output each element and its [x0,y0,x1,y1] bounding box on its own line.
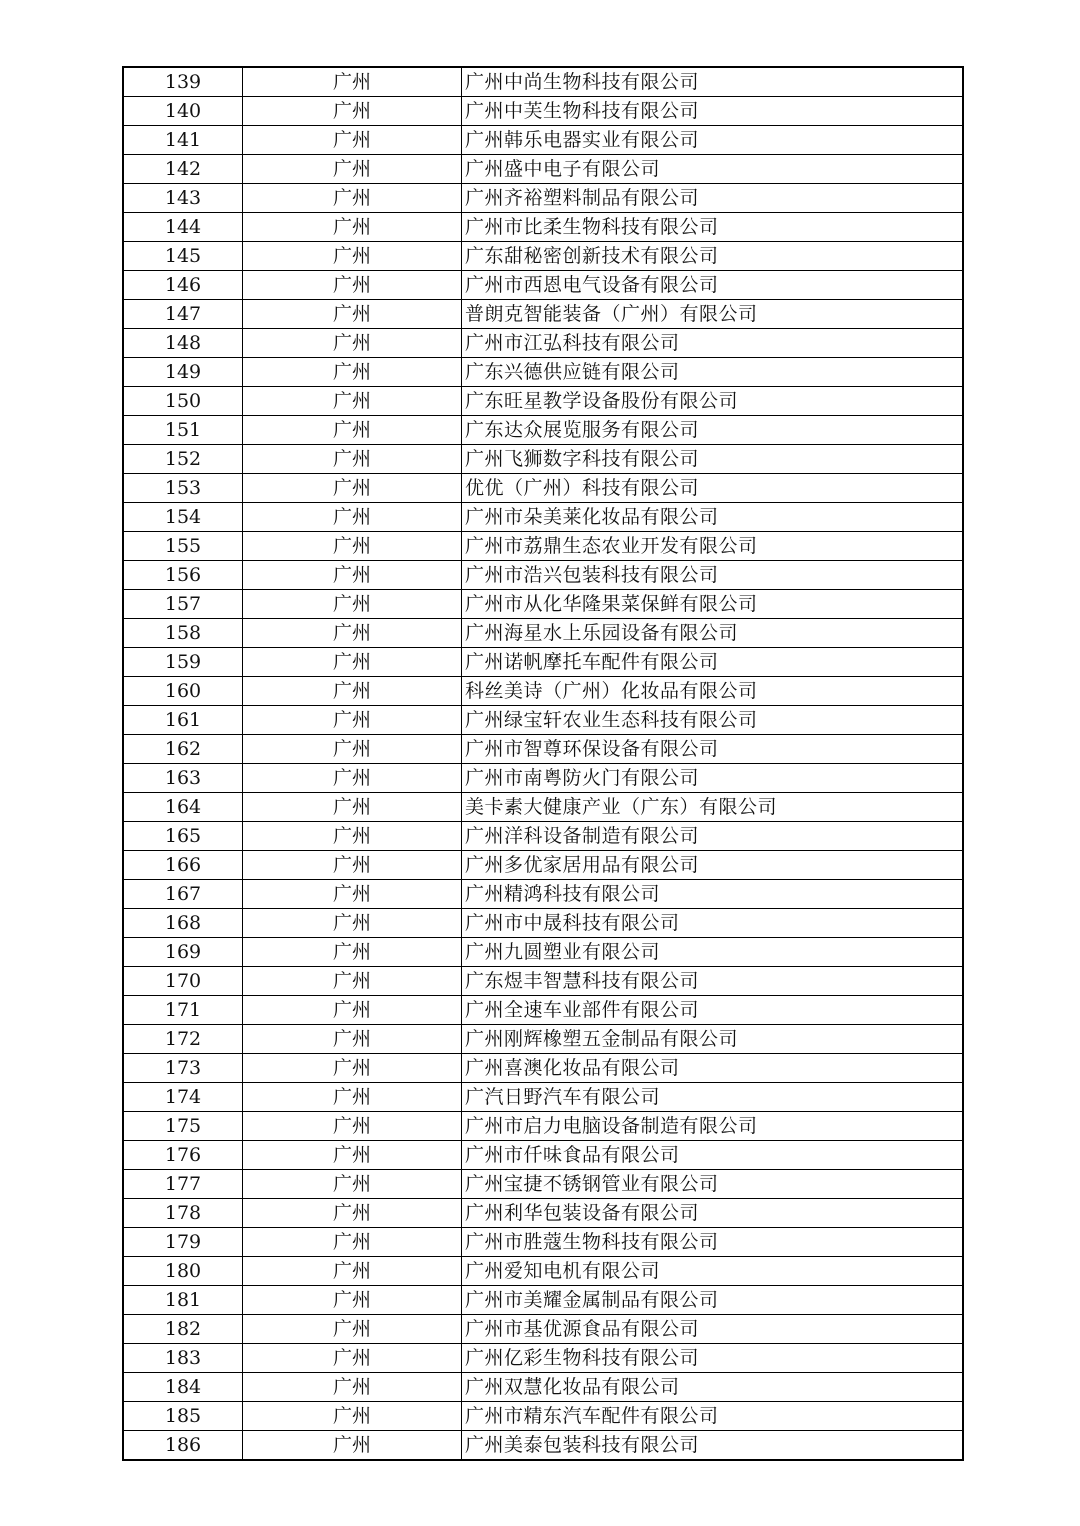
row-company-cell: 广州市基优源食品有限公司 [462,1315,964,1344]
row-company-cell: 广州喜澳化妆品有限公司 [462,1054,964,1083]
row-city-cell: 广州 [243,1373,462,1402]
row-company-cell: 广州齐裕塑料制品有限公司 [462,184,964,213]
table-row [123,1402,963,1431]
table-row [123,677,963,706]
row-index-cell: 160 [123,677,243,706]
row-city-cell: 广州 [243,996,462,1025]
row-city-cell: 广州 [243,532,462,561]
row-company-cell: 广东旺星教学设备股份有限公司 [462,387,964,416]
row-company-cell: 广州韩乐电器实业有限公司 [462,126,964,155]
row-company-cell: 广州市仟味食品有限公司 [462,1141,964,1170]
table-row [123,938,963,967]
row-index-cell: 152 [123,445,243,474]
row-company-cell: 广州市精东汽车配件有限公司 [462,1402,964,1431]
row-city-cell: 广州 [243,1141,462,1170]
table-row [123,590,963,619]
table-row [123,967,963,996]
row-city-cell: 广州 [243,1170,462,1199]
row-company-cell: 广州双慧化妆品有限公司 [462,1373,964,1402]
row-index-cell: 170 [123,967,243,996]
row-index-cell: 150 [123,387,243,416]
row-company-cell: 广州绿宝轩农业生态科技有限公司 [462,706,964,735]
table-row [123,329,963,358]
row-index-cell: 172 [123,1025,243,1054]
row-index-cell: 183 [123,1344,243,1373]
table-row [123,503,963,532]
row-index-cell: 155 [123,532,243,561]
table-row [123,996,963,1025]
row-company-cell: 广州中芙生物科技有限公司 [462,97,964,126]
row-index-cell: 176 [123,1141,243,1170]
row-index-cell: 168 [123,909,243,938]
row-index-cell: 142 [123,155,243,184]
row-city-cell: 广州 [243,677,462,706]
table-row [123,1373,963,1402]
row-company-cell: 广州飞狮数字科技有限公司 [462,445,964,474]
row-index-cell: 154 [123,503,243,532]
row-index-cell: 180 [123,1257,243,1286]
row-index-cell: 158 [123,619,243,648]
row-city-cell: 广州 [243,590,462,619]
row-city-cell: 广州 [243,358,462,387]
table-row [123,1286,963,1315]
row-city-cell: 广州 [243,1112,462,1141]
row-city-cell: 广州 [243,967,462,996]
table-row [123,474,963,503]
row-index-cell: 153 [123,474,243,503]
table-row [123,126,963,155]
row-company-cell: 广州九圆塑业有限公司 [462,938,964,967]
row-city-cell: 广州 [243,938,462,967]
table-row [123,764,963,793]
row-company-cell: 广州市比柔生物科技有限公司 [462,213,964,242]
row-index-cell: 146 [123,271,243,300]
table-row [123,155,963,184]
row-city-cell: 广州 [243,1199,462,1228]
row-company-cell: 广汽日野汽车有限公司 [462,1083,964,1112]
row-index-cell: 167 [123,880,243,909]
row-company-cell: 广州市智尊环保设备有限公司 [462,735,964,764]
row-city-cell: 广州 [243,1025,462,1054]
row-index-cell: 182 [123,1315,243,1344]
row-index-cell: 161 [123,706,243,735]
table-row [123,1025,963,1054]
row-company-cell: 美卡素大健康产业（广东）有限公司 [462,793,964,822]
row-index-cell: 179 [123,1228,243,1257]
table-row [123,822,963,851]
row-company-cell: 广州多优家居用品有限公司 [462,851,964,880]
row-company-cell: 广州美泰包装科技有限公司 [462,1431,964,1461]
row-index-cell: 143 [123,184,243,213]
row-city-cell: 广州 [243,1315,462,1344]
row-city-cell: 广州 [243,155,462,184]
row-index-cell: 185 [123,1402,243,1431]
row-company-cell: 广州市浩兴包装科技有限公司 [462,561,964,590]
row-company-cell: 普朗克智能装备（广州）有限公司 [462,300,964,329]
company-list-table [122,66,964,1461]
row-index-cell: 175 [123,1112,243,1141]
table-row [123,1054,963,1083]
table-row [123,300,963,329]
row-city-cell: 广州 [243,416,462,445]
row-city-cell: 广州 [243,387,462,416]
table-row [123,793,963,822]
row-city-cell: 广州 [243,126,462,155]
table-row [123,1431,963,1461]
row-index-cell: 165 [123,822,243,851]
row-company-cell: 广州市胜蔻生物科技有限公司 [462,1228,964,1257]
table-row [123,271,963,300]
table-row [123,532,963,561]
row-index-cell: 178 [123,1199,243,1228]
row-index-cell: 164 [123,793,243,822]
row-index-cell: 145 [123,242,243,271]
row-index-cell: 177 [123,1170,243,1199]
row-company-cell: 广东甜秘密创新技术有限公司 [462,242,964,271]
row-city-cell: 广州 [243,648,462,677]
row-company-cell: 广州市美耀金属制品有限公司 [462,1286,964,1315]
table-row [123,1112,963,1141]
row-company-cell: 广州利华包装设备有限公司 [462,1199,964,1228]
row-city-cell: 广州 [243,764,462,793]
row-index-cell: 141 [123,126,243,155]
row-city-cell: 广州 [243,706,462,735]
table-row [123,1170,963,1199]
row-city-cell: 广州 [243,880,462,909]
row-index-cell: 181 [123,1286,243,1315]
row-company-cell: 广州市西恩电气设备有限公司 [462,271,964,300]
row-company-cell: 广州洋科设备制造有限公司 [462,822,964,851]
row-company-cell: 广州精鸿科技有限公司 [462,880,964,909]
row-city-cell: 广州 [243,1257,462,1286]
row-index-cell: 139 [123,67,243,97]
row-city-cell: 广州 [243,300,462,329]
row-company-cell: 广州宝捷不锈钢管业有限公司 [462,1170,964,1199]
row-company-cell: 广州市荔鼎生态农业开发有限公司 [462,532,964,561]
row-index-cell: 184 [123,1373,243,1402]
table-row [123,909,963,938]
row-index-cell: 156 [123,561,243,590]
row-company-cell: 科丝美诗（广州）化妆品有限公司 [462,677,964,706]
row-company-cell: 广东达众展览服务有限公司 [462,416,964,445]
row-index-cell: 171 [123,996,243,1025]
row-index-cell: 157 [123,590,243,619]
table-row [123,706,963,735]
row-city-cell: 广州 [243,1431,462,1461]
row-company-cell: 广州市朵美莱化妆品有限公司 [462,503,964,532]
row-city-cell: 广州 [243,242,462,271]
row-company-cell: 广东煜丰智慧科技有限公司 [462,967,964,996]
row-company-cell: 广州全速车业部件有限公司 [462,996,964,1025]
row-city-cell: 广州 [243,793,462,822]
row-index-cell: 173 [123,1054,243,1083]
row-city-cell: 广州 [243,1054,462,1083]
table-row [123,1141,963,1170]
table-row [123,387,963,416]
table-row [123,619,963,648]
table-row [123,184,963,213]
table-row [123,242,963,271]
row-company-cell: 广州海星水上乐园设备有限公司 [462,619,964,648]
row-index-cell: 186 [123,1431,243,1461]
table-row [123,648,963,677]
table-row [123,1199,963,1228]
row-index-cell: 148 [123,329,243,358]
row-company-cell: 广州中尚生物科技有限公司 [462,67,964,97]
row-company-cell: 广州爱知电机有限公司 [462,1257,964,1286]
row-city-cell: 广州 [243,1228,462,1257]
table-row [123,1083,963,1112]
row-city-cell: 广州 [243,909,462,938]
table-row [123,97,963,126]
row-index-cell: 149 [123,358,243,387]
table-row [123,358,963,387]
row-index-cell: 159 [123,648,243,677]
row-city-cell: 广州 [243,735,462,764]
row-index-cell: 166 [123,851,243,880]
row-index-cell: 147 [123,300,243,329]
row-city-cell: 广州 [243,271,462,300]
row-index-cell: 163 [123,764,243,793]
row-city-cell: 广州 [243,1083,462,1112]
row-city-cell: 广州 [243,619,462,648]
row-city-cell: 广州 [243,329,462,358]
row-company-cell: 广州市中晟科技有限公司 [462,909,964,938]
table-row [123,1257,963,1286]
row-company-cell: 广州诺帆摩托车配件有限公司 [462,648,964,677]
row-city-cell: 广州 [243,1344,462,1373]
row-company-cell: 优优（广州）科技有限公司 [462,474,964,503]
table-row [123,880,963,909]
table-row [123,213,963,242]
row-company-cell: 广州盛中电子有限公司 [462,155,964,184]
row-city-cell: 广州 [243,213,462,242]
row-city-cell: 广州 [243,97,462,126]
row-company-cell: 广州亿彩生物科技有限公司 [462,1344,964,1373]
row-company-cell: 广州市江弘科技有限公司 [462,329,964,358]
row-city-cell: 广州 [243,445,462,474]
row-city-cell: 广州 [243,184,462,213]
row-company-cell: 广州市南粤防火门有限公司 [462,764,964,793]
row-city-cell: 广州 [243,822,462,851]
row-city-cell: 广州 [243,1402,462,1431]
row-index-cell: 140 [123,97,243,126]
row-company-cell: 广东兴德供应链有限公司 [462,358,964,387]
table-row [123,1344,963,1373]
row-index-cell: 144 [123,213,243,242]
table-row [123,1228,963,1257]
table-row [123,416,963,445]
table-row [123,1315,963,1344]
row-city-cell: 广州 [243,1286,462,1315]
row-index-cell: 151 [123,416,243,445]
table-body [123,67,963,1460]
row-index-cell: 169 [123,938,243,967]
row-city-cell: 广州 [243,474,462,503]
row-city-cell: 广州 [243,503,462,532]
row-city-cell: 广州 [243,851,462,880]
row-index-cell: 174 [123,1083,243,1112]
table-row [123,561,963,590]
table-row [123,851,963,880]
table-row [123,735,963,764]
row-company-cell: 广州刚辉橡塑五金制品有限公司 [462,1025,964,1054]
row-company-cell: 广州市从化华隆果菜保鲜有限公司 [462,590,964,619]
row-city-cell: 广州 [243,561,462,590]
row-city-cell: 广州 [243,67,462,97]
table-row [123,67,963,97]
table-row [123,445,963,474]
row-company-cell: 广州市启力电脑设备制造有限公司 [462,1112,964,1141]
row-index-cell: 162 [123,735,243,764]
